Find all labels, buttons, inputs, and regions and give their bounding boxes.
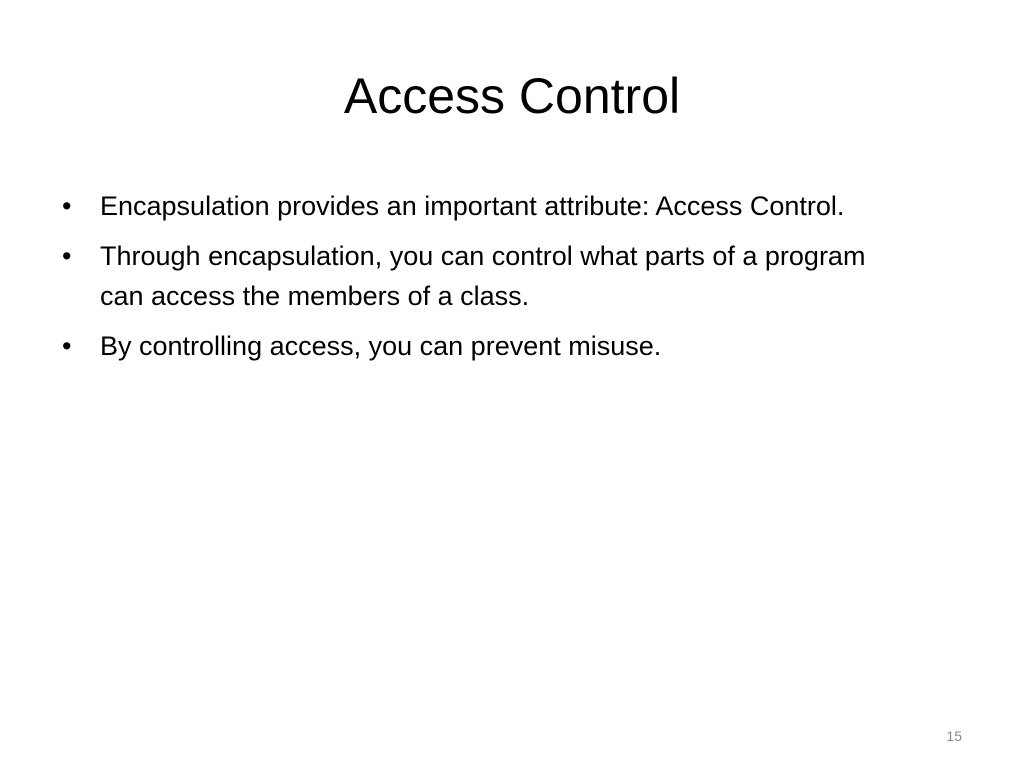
bullet-text: Encapsulation provides an important attribute: Access Control. xyxy=(100,191,845,221)
slide-title: Access Control xyxy=(343,68,681,124)
bullet-text: Through encapsulation, you can control what parts of a program can access the members of a class. xyxy=(100,241,866,311)
slide-number: 15 xyxy=(946,728,962,744)
bullet-item xyxy=(62,326,892,366)
bullet-item xyxy=(62,186,892,226)
bullet-dot-icon: • xyxy=(62,191,72,221)
bullet-list xyxy=(62,186,892,376)
bullet-dot-icon: • xyxy=(62,331,72,361)
bullet-item xyxy=(62,236,892,316)
bullet-dot-icon: • xyxy=(62,241,72,271)
bullet-text: By controlling access, you can prevent misuse. xyxy=(100,331,662,361)
